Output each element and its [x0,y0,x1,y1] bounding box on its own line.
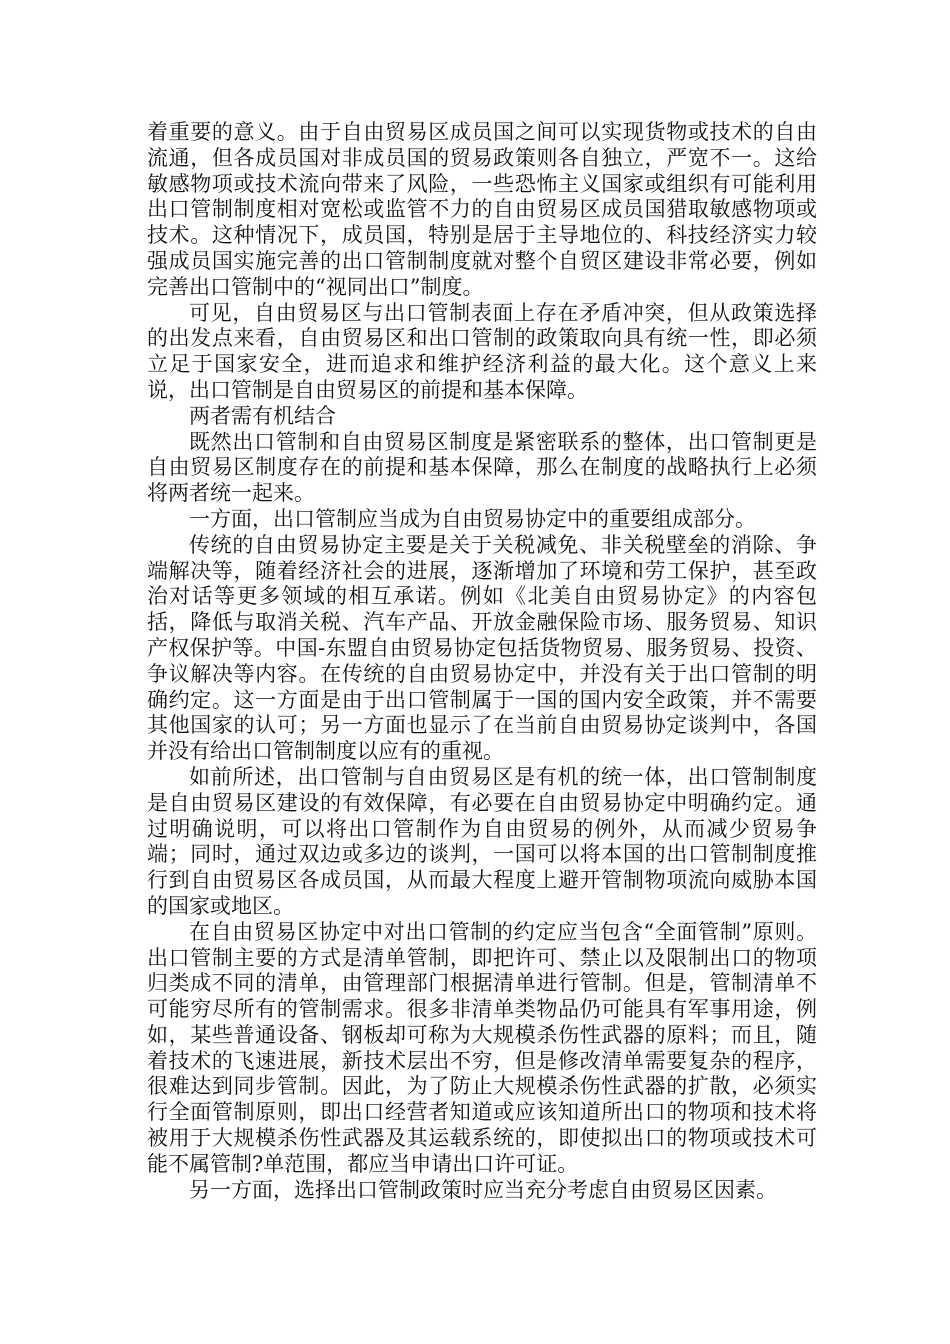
paragraph: 可见，自由贸易区与出口管制表面上存在矛盾冲突，但从政策选择的出发点来看，自由贸易区和出口管制的政策取向具有统一性，即必须立足于国家安全，进而追求和维护经济利益的最大化。这个意义上来说，出口管制是自由贸易区的前提和基本保障。 [147,300,817,402]
section-heading: 两者需有机结合 [189,403,336,428]
document-body [147,120,817,1203]
paragraph: 另一方面，选择出口管制政策时应当充分考虑自由贸易区因素。 [189,1177,777,1202]
paragraph: 一方面，出口管制应当成为自由贸易协定中的重要组成部分。 [189,506,756,531]
paragraph: 如前所述，出口管制与自由贸易区是有机的统一体，出口管制制度是自由贸易区建设的有效保障，有必要在自由贸易协定中明确约定。通过明确说明，可以将出口管制作为自由贸易的例外，从而减少贸易争端；同时，通过双边或多边的谈判，一国可以将本国的出口管制制度推行到自由贸易区各成员国，从而最大程度上避开管制物项流向威胁本国的国家或地区。 [147,764,817,918]
paragraph: 在自由贸易区协定中对出口管制的约定应当包含“全面管制”原则。出口管制主要的方式是清单管制，即把许可、禁止以及限制出口的物项归类成不同的清单，由管理部门根据清单进行管制。但是，管制清单不可能穷尽所有的管制需求。很多非清单类物品仍可能具有军事用途，例如，某些普通设备、钢板却可称为大规模杀伤性武器的原料；而且，随着技术的飞速进展，新技术层出不穷，但是修改清单需要复杂的程序，很难达到同步管制。因此，为了防止大规模杀伤性武器的扩散，必须实行全面管制原则，即出口经营者知道或应该知道所出口的物项和技术将被用于大规模杀伤性武器及其运载系统的，即使拟出口的物项或技术可能不属管制?单范围，都应当申请出口许可证。 [147,919,817,1176]
paragraph: 既然出口管制和自由贸易区制度是紧密联系的整体，出口管制更是自由贸易区制度存在的前提和基本保障，那么在制度的战略执行上必须将两者统一起来。 [147,429,817,506]
paragraph-continuation: 着重要的意义。由于自由贸易区成员国之间可以实现货物或技术的自由流通，但各成员国对非成员国的贸易政策则各自独立，严宽不一。这给敏感物项或技术流向带来了风险，一些恐怖主义国家或组织有可能利用出口管制制度相对宽松或监管不力的自由贸易区成员国猎取敏感物项或技术。这种情况下，成员国，特别是居于主导地位的、科技经济实力较强成员国实施完善的出口管制制度就对整个自贸区建设非常必要，例如完善出口管制中的“视同出口”制度。 [147,120,817,299]
paragraph: 传统的自由贸易协定主要是关于关税减免、非关税壁垒的消除、争端解决等，随着经济社会的进展，逐渐增加了环境和劳工保护，甚至政治对话等更多领域的相互承诺。例如《北美自由贸易协定》的内容包括，降低与取消关税、汽车产品、开放金融保险市场、服务贸易、知识产权保护等。中国-东盟自由贸易协定包括货物贸易、服务贸易、投资、争议解决等内容。在传统的自由贸易协定中，并没有关于出口管制的明确约定。这一方面是由于出口管制属于一国的国内安全政策，并不需要其他国家的认可；另一方面也显示了在当前自由贸易协定谈判中，各国并没有给出口管制制度以应有的重视。 [147,532,817,764]
